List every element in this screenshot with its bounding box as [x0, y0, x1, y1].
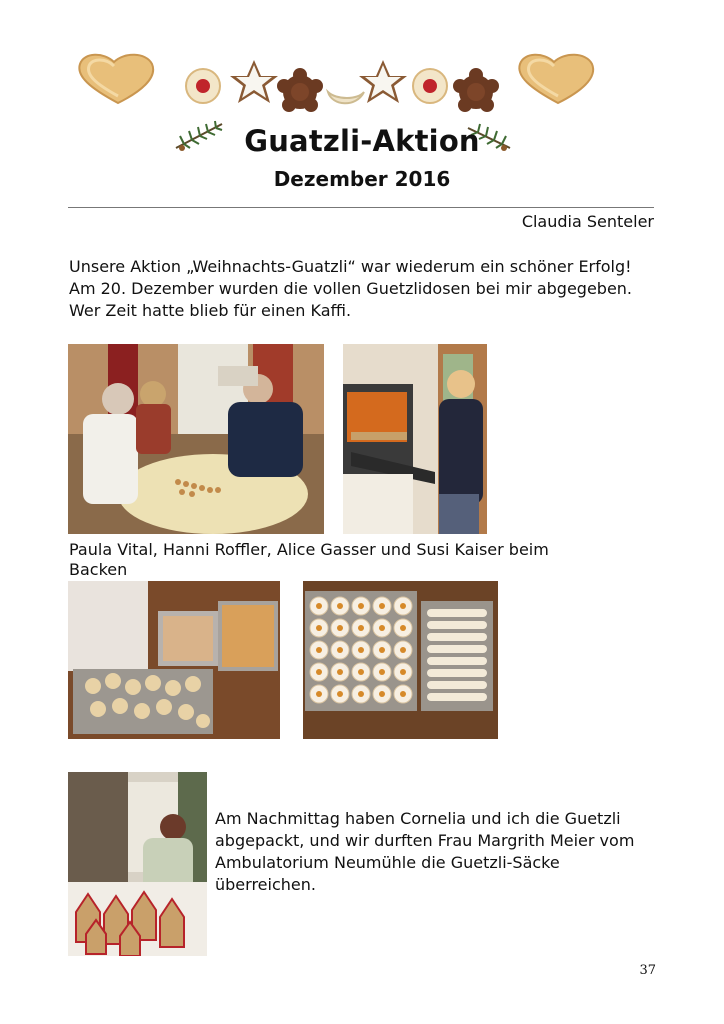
- page-subtitle: Dezember 2016: [273, 167, 451, 191]
- cookie-banner: [70, 48, 600, 118]
- author-name: Claudia Senteler: [521, 212, 654, 231]
- photo-baking-table: [68, 344, 324, 534]
- star-cookie-1: [230, 60, 278, 103]
- photo-oven: [343, 344, 487, 534]
- page-number: 37: [639, 963, 656, 978]
- photo-cookie-trays: [303, 581, 498, 739]
- crescent-cookie: [328, 92, 364, 103]
- page-title: Guatzli-Aktion: [244, 124, 480, 158]
- photo-caption: Paula Vital, Hanni Roffler, Alice Gasser und Susi Kaiser beim Backen: [69, 540, 549, 579]
- star-cookie-2: [359, 60, 407, 103]
- linzer-cookie-1: [186, 69, 220, 103]
- flower-cookie-2: [453, 68, 499, 112]
- flower-cookie-1: [277, 68, 323, 112]
- heart-cookie-left: [79, 55, 153, 103]
- closing-paragraph: Am Nachmittag haben Cornelia und ich die Guetzli abgepackt, und wir durften Frau Margrith Meier vom Ambulatorium Neumühle die Guetzli-Säcke überreichen.: [215, 809, 635, 894]
- heart-cookie-right: [519, 55, 593, 103]
- intro-paragraph: Unsere Aktion „Weihnachts-Guatzli“ war wiederum ein schöner Erfolg! Am 20. Dezember wurden die vollen Guetzlidosen bei mir abgegeben. Wer Zeit hatte blieb für einen Kaffi.: [69, 257, 633, 320]
- linzer-cookie-2: [413, 69, 447, 103]
- header-divider: [68, 207, 654, 208]
- photo-cookie-tins: [68, 581, 280, 739]
- photo-packing-bags: [68, 772, 207, 956]
